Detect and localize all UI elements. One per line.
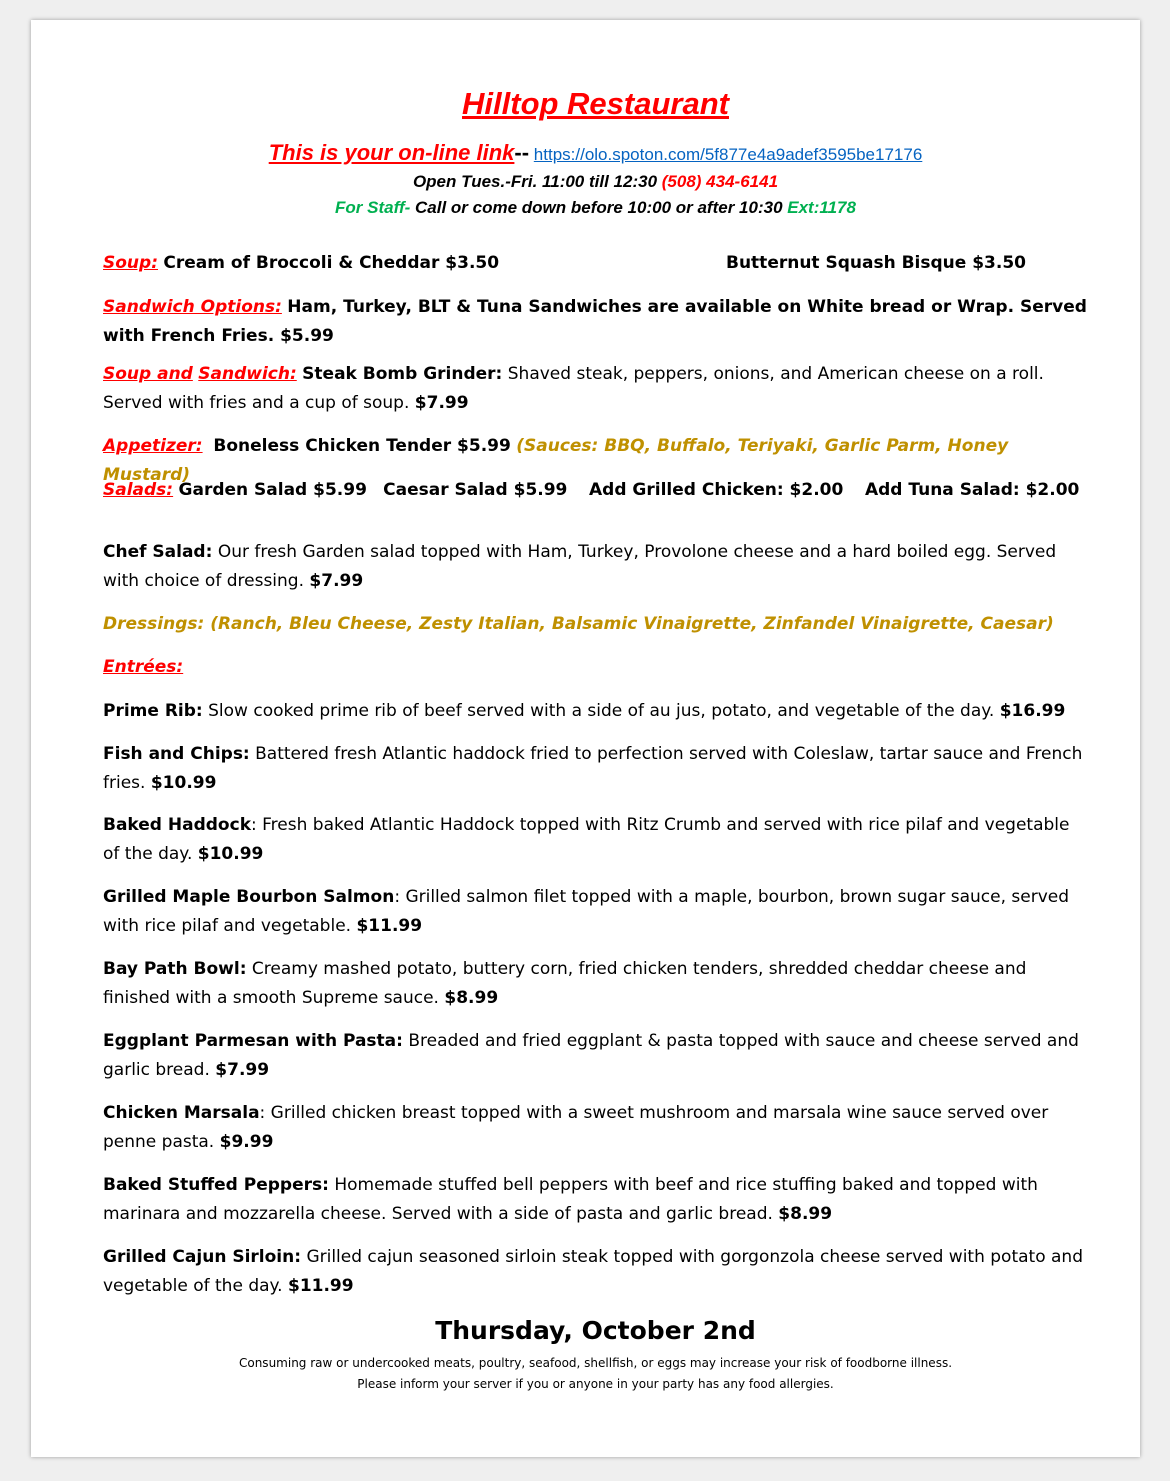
entree-name: Fish and Chips: — [103, 744, 250, 764]
appetizer-item: Boneless Chicken Tender $5.99 — [213, 436, 511, 456]
online-link-label: This is your on-line link — [268, 140, 515, 165]
entree-desc: Battered fresh Atlantic haddock fried to perfection served with Coleslaw, tartar sauce and French fries. — [103, 744, 1083, 793]
phone-number: (508) 434-6141 — [661, 172, 779, 191]
hours-text: Open Tues.-Fri. 11:00 till 12:30 — [412, 172, 658, 191]
soup-sandwich-name: Steak Bomb Grinder: — [302, 364, 503, 384]
chef-salad-name: Chef Salad: — [103, 542, 213, 562]
chef-salad-price: $7.99 — [309, 571, 364, 591]
link-separator: -- — [514, 140, 530, 165]
appetizer-sauces: (Sauces: BBQ, Buffalo, Teriyaki, Garlic Parm, Honey Mustard) — [103, 436, 1009, 485]
soup-sandwich-label-a: Soup and — [103, 364, 193, 384]
sandwich-label: Sandwich Options: — [103, 297, 282, 317]
allergy-note: Please inform your server if you or anyone in your party has any food allergies. — [357, 1377, 834, 1391]
food-safety-note: Consuming raw or undercooked meats, poultry, seafood, shellfish, or eggs may increase your risk of foodborne illness. — [238, 1356, 953, 1370]
entree-name: Eggplant Parmesan with Pasta: — [103, 1031, 403, 1051]
appetizer-label: Appetizer: — [103, 436, 203, 456]
menu-page — [31, 20, 1140, 1457]
sandwich-section — [103, 293, 1088, 351]
entree-price: $11.99 — [356, 916, 423, 936]
entree-price: $8.99 — [778, 1204, 833, 1224]
hours-line — [103, 172, 1088, 192]
salad-garden: Garden Salad $5.99 — [178, 480, 367, 500]
entree-price: $10.99 — [197, 844, 264, 864]
soup-label: Soup: — [103, 253, 158, 273]
entree-name: Bay Path Bowl: — [103, 959, 247, 979]
staff-label: For Staff- — [335, 198, 411, 217]
entree-name: Chicken Marsala — [103, 1103, 260, 1123]
entree-price: $16.99 — [999, 701, 1066, 721]
salad-caesar: Caesar Salad $5.99 — [383, 480, 568, 500]
restaurant-title: Hilltop Restaurant — [462, 86, 729, 121]
entree-item — [103, 697, 1088, 726]
entree-price: $11.99 — [287, 1276, 354, 1296]
online-order-link[interactable]: https://olo.spoton.com/5f877e4a9adef3595be17176 — [533, 145, 923, 164]
staff-ext: Ext:1178 — [787, 198, 856, 217]
entrees-label: Entrées: — [103, 657, 184, 677]
chef-salad-section — [103, 538, 1088, 596]
staff-line — [103, 198, 1088, 218]
entree-item — [103, 1027, 1088, 1085]
entree-name: Baked Stuffed Peppers: — [103, 1175, 329, 1195]
entrees-header — [103, 653, 1088, 682]
entree-desc: Slow cooked prime rib of beef served with a side of au jus, potato, and vegetable of the day. — [208, 701, 995, 721]
soup-sandwich-price: $7.99 — [414, 393, 469, 413]
soup-item-1: Cream of Broccoli & Cheddar $3.50 — [163, 253, 500, 273]
soup-section — [103, 249, 1088, 278]
entree-item — [103, 1243, 1088, 1301]
entree-desc: Breaded and fried eggplant & pasta topped with sauce and cheese served and garlic bread. — [103, 1031, 1079, 1080]
entree-item — [103, 811, 1088, 869]
entree-item — [103, 740, 1088, 798]
salads-section — [103, 476, 1088, 505]
soup-sandwich-label-b: Sandwich: — [198, 364, 297, 384]
menu-date: Thursday, October 2nd — [435, 1316, 756, 1345]
entree-desc: Homemade stuffed bell peppers with beef and rice stuffing baked and topped with marinara and mozzarella cheese. Served with a side of pasta and garlic bread. — [103, 1175, 1038, 1224]
dressings-section — [103, 610, 1088, 639]
soup-sandwich-section — [103, 360, 1088, 418]
soup-sandwich-desc: Shaved steak, peppers, onions, and American cheese on a roll. Served with fries and a cup of soup. — [103, 364, 1044, 413]
entree-name: Grilled Maple Bourbon Salmon — [103, 887, 395, 907]
staff-text: Call or come down before 10:00 or after 10:30 — [415, 198, 783, 217]
entree-item — [103, 955, 1088, 1013]
entree-desc: Creamy mashed potato, buttery corn, fried chicken tenders, shredded cheddar cheese and finished with a smooth Supreme sauce. — [103, 959, 1027, 1008]
entree-price: $8.99 — [444, 988, 499, 1008]
entree-desc: : Fresh baked Atlantic Haddock topped with Ritz Crumb and served with rice pilaf and vegetable of the day. — [103, 815, 1070, 864]
entree-price: $10.99 — [150, 773, 217, 793]
salads-label: Salads: — [103, 480, 174, 500]
chef-salad-desc: Our fresh Garden salad topped with Ham, Turkey, Provolone cheese and a hard boiled egg. Served with choice of dressing. — [103, 542, 1057, 591]
entree-name: Grilled Cajun Sirloin: — [103, 1247, 302, 1267]
soup-item-2: Butternut Squash Bisque $3.50 — [726, 253, 1026, 273]
entree-name: Prime Rib: — [103, 701, 203, 721]
dressings-text: Dressings: (Ranch, Bleu Cheese, Zesty Italian, Balsamic Vinaigrette, Zinfandel Vinaigrette, Caesar) — [103, 614, 1054, 634]
entree-desc: : Grilled chicken breast topped with a sweet mushroom and marsala wine sauce served over penne pasta. — [103, 1103, 1049, 1152]
salad-add-tuna: Add Tuna Salad: $2.00 — [864, 480, 1080, 500]
entree-item — [103, 1171, 1088, 1229]
online-link-line — [103, 140, 1088, 166]
entree-price: $9.99 — [219, 1132, 274, 1152]
entree-desc: Grilled cajun seasoned sirloin steak topped with gorgonzola cheese served with potato and vegetable of the day. — [103, 1247, 1083, 1296]
sandwich-text: Ham, Turkey, BLT & Tuna Sandwiches are available on White bread or Wrap. Served with French Fries. $5.99 — [103, 297, 1087, 346]
entree-item — [103, 1099, 1088, 1157]
salad-add-chicken: Add Grilled Chicken: $2.00 — [589, 480, 844, 500]
entree-name: Baked Haddock — [103, 815, 251, 835]
entree-item — [103, 883, 1088, 941]
entree-desc: : Grilled salmon filet topped with a maple, bourbon, brown sugar sauce, served with rice pilaf and vegetable. — [103, 887, 1070, 936]
entree-price: $7.99 — [215, 1060, 270, 1080]
